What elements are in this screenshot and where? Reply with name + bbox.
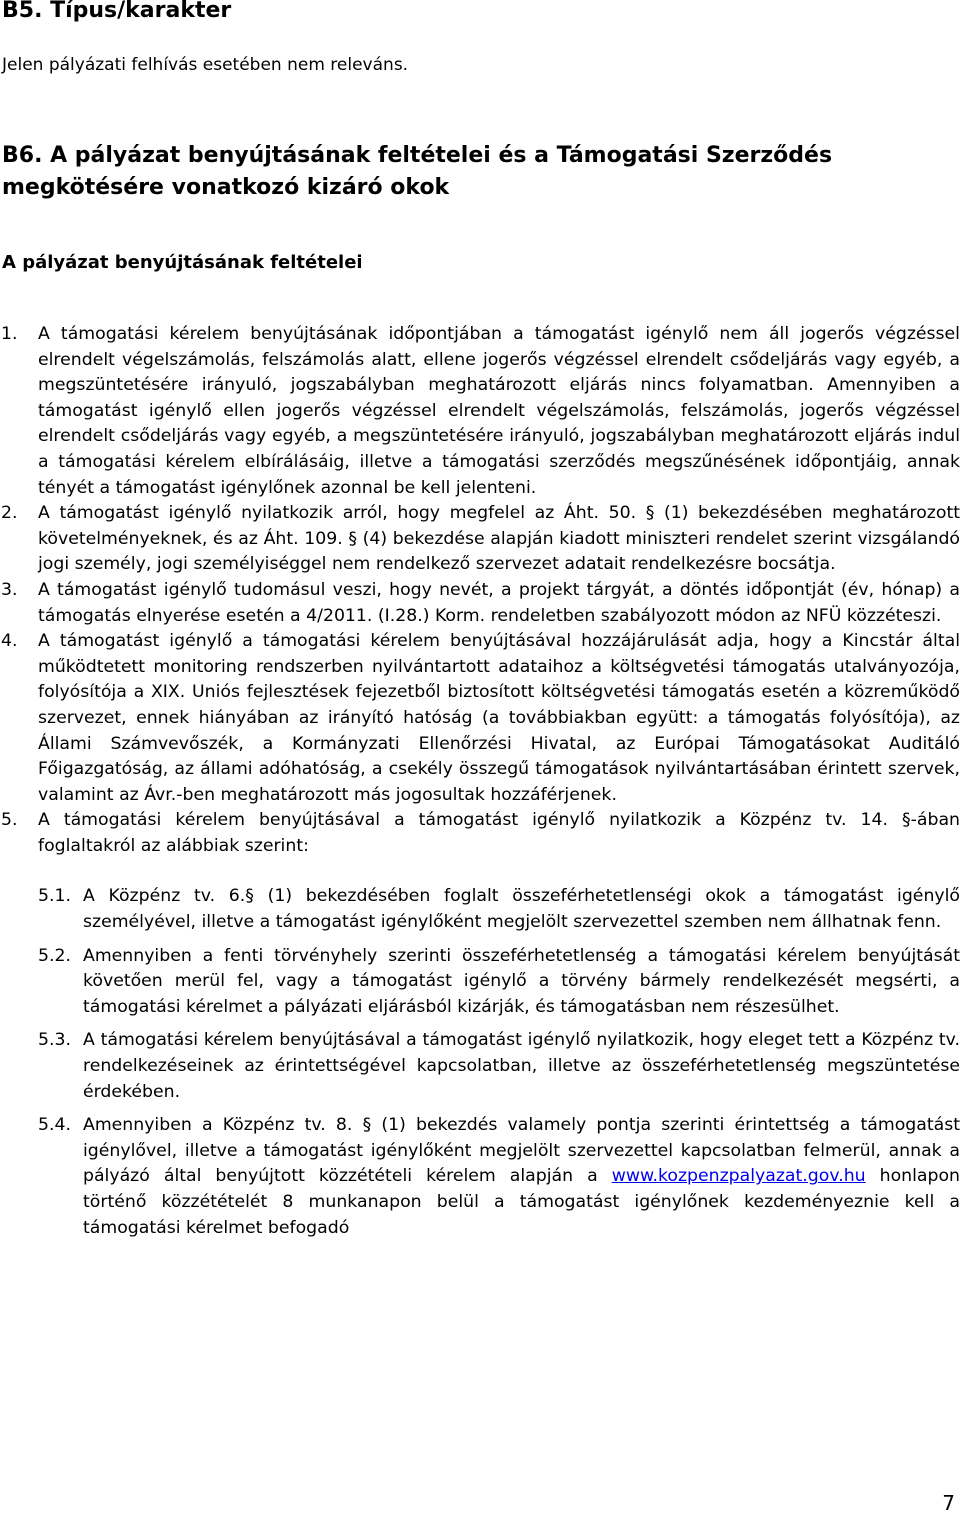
list-item-number: 3. bbox=[1, 579, 18, 600]
kozpenzpalyazat-link[interactable]: www.kozpenzpalyazat.gov.hu bbox=[611, 1166, 866, 1187]
list-item-text: A támogatást igénylő tudomásul veszi, hogy nevét, a projekt tárgyát, a döntés időpontját (év, hónap) a támogatás elnyerése esetén a 4/2011. (I.28.) Korm. rendeletben szabályozott módon az NFÜ közzéteszi. bbox=[38, 579, 960, 626]
sub-item-text: A Közpénz tv. 6.§ (1) bekezdésében foglalt összeférhetetlenségi okok a támogatást igénylő személyével, illetve a támogatást igénylőként megjelölt szervezettel szemben nem állhatnak fenn. bbox=[83, 886, 960, 933]
sub-list-item bbox=[0, 884, 960, 935]
section-b5-title: B5. Típus/karakter bbox=[2, 0, 232, 23]
list-item-number: 4. bbox=[1, 631, 18, 652]
list-item bbox=[0, 322, 960, 501]
list-item bbox=[0, 578, 960, 629]
list-item bbox=[0, 501, 960, 578]
conditions-list bbox=[0, 322, 960, 1249]
sub-item-number: 5.4. bbox=[38, 1115, 71, 1136]
list-item bbox=[0, 808, 960, 859]
sub-list-item bbox=[0, 944, 960, 1021]
sub-list-item bbox=[0, 1113, 960, 1241]
sub-item-number: 5.2. bbox=[38, 945, 71, 966]
section-b6-title: B6. A pályázat benyújtásának feltételei és a Támogatási Szerződés megkötésére vonatkozó kizáró okok bbox=[2, 143, 833, 200]
section-b6-subtitle: A pályázat benyújtásának feltételei bbox=[2, 252, 363, 273]
sub-item-text: Amennyiben a fenti törvényhely szerinti összeférhetetlenség a támogatási kérelem benyújtását követően merül fel, vagy a támogatást igénylő a törvény bármely rendelkezését megsérti, a támogatási kérelmet a pályázati eljárásból kizárják, és támogatásban nem részesülhet. bbox=[83, 945, 960, 1017]
list-item-text: A támogatást igénylő a támogatási kérelem benyújtásával hozzájárulását adja, hogy a Kincstár által működtetett monitoring rendszerben nyilvántartott adataihoz a költségvetési támogatás utalványozója, folyósítója a XIX. Uniós fejlesztések fejezetből biztosított költségvetési támogatás esetén a közreműködő szervezet, ennek hiányában az irányító hatóság (a továbbiakban együtt: a támogatás folyósítója), az Állami Számvevőszék, a Kormányzati Ellenőrzési Hivatal, az Európai Támogatásokat Auditáló Főigazgatóság, az állami adóhatóság, a csekély összegű támogatások nyilvántartásában érintett szervek, valamint az Ávr.-ben meghatározott más jogosultak hozzáférjenek. bbox=[38, 631, 960, 805]
sub-item-number: 5.1. bbox=[38, 886, 71, 907]
list-item bbox=[0, 629, 960, 808]
sub-item-text: Amennyiben a Közpénz tv. 8. § (1) bekezdés valamely pontja szerinti érintettség a támogatást igénylővel, illetve a támogatást igénylőként megjelölt szervezettel kapcsolatban felmerül, annak a pályázó által benyújtott közzétételi kérelem alapján a bbox=[83, 1115, 960, 1187]
list-item-number: 5. bbox=[1, 810, 18, 831]
sub-item-text-continued: honlapon történő közzétételét 8 munkanapon belül a támogatást igénylőnek kezdeményeznie kell a támogatási kérelmet befogadó bbox=[83, 1166, 960, 1238]
sub-item-text: A támogatási kérelem benyújtásával a támogatást igénylő nyilatkozik, hogy eleget tett a Közpénz tv. rendelkezéseinek az érintettségével kapcsolatban, illetve az összeférhetetlenség megszüntetése érdekében. bbox=[83, 1030, 960, 1102]
list-item-text: A támogatási kérelem benyújtásával a támogatást igénylő nyilatkozik a Közpénz tv. 14. §-ában foglaltakról az alábbiak szerint: bbox=[38, 810, 960, 856]
sub-list-item bbox=[0, 1028, 960, 1105]
sub-item-number: 5.3. bbox=[38, 1030, 71, 1051]
list-item-number: 1. bbox=[1, 324, 18, 344]
page-number: 7 bbox=[942, 1491, 955, 1515]
list-item-number: 2. bbox=[1, 503, 18, 524]
section-b5-text: Jelen pályázati felhívás esetében nem releváns. bbox=[2, 55, 409, 75]
list-item-text: A támogatási kérelem benyújtásának időpontjában a támogatást igénylő nem áll jogerős végzéssel elrendelt végelszámolás, felszámolás alatt, ellene jogerős végzéssel elrendelt csődeljárás vagy egyéb, a megszüntetésére irányuló, jogszabályban meghatározott eljárás nincs folyamatban. Amennyiben a támogatást igénylő ellen jogerős végzéssel elrendelt végelszámolás, felszámolás, jogerős végzéssel elrendelt csődeljárás vagy egyéb, a megszüntetésére irányuló, jogszabályban meghatározott eljárás indul a támogatási kérelem elbírálásáig, illetve a támogatási szerződés megszűnésének időpontjáig, annak tényét a támogatást igénylőnek azonnal be kell jelenteni. bbox=[38, 324, 960, 498]
list-item-text: A támogatást igénylő nyilatkozik arról, hogy megfelel az Áht. 50. § (1) bekezdésében meghatározott követelményeknek, és az Áht. 109. § (4) bekezdése alapján kiadott miniszteri rendelet szerint vizsgálandó jogi személy, jogi személyiséggel nem rendelkező szervezet adatait rendelkezésre bocsátja. bbox=[38, 503, 960, 575]
